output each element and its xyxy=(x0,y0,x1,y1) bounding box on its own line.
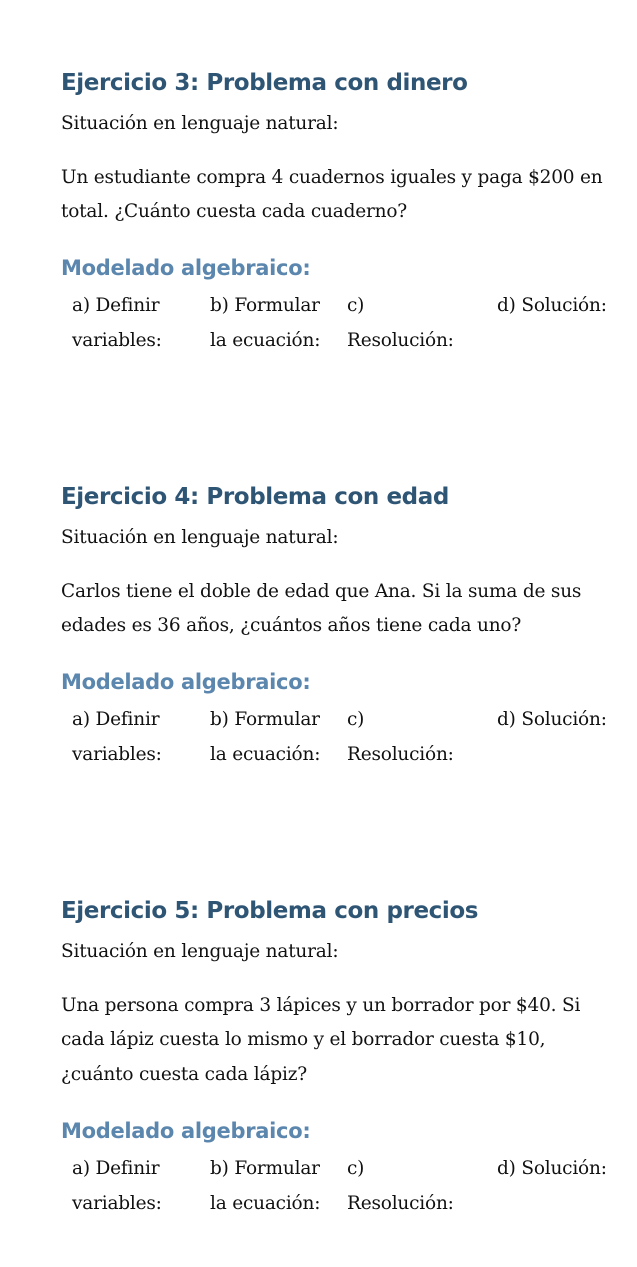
exercise-3 xyxy=(0,0,637,414)
step-resolution xyxy=(347,294,454,364)
step-label-cont: variables: xyxy=(72,1193,162,1214)
step-resolution xyxy=(347,1157,454,1227)
model-title: Modelado algebraico: xyxy=(61,670,311,694)
step-label: d) Solución: xyxy=(497,1158,607,1179)
exercise-title: Ejercicio 3: Problema con dinero xyxy=(61,70,468,96)
step-label-cont xyxy=(497,329,607,364)
step-label-cont: Resolución: xyxy=(347,744,454,765)
step-label: c) xyxy=(347,1158,365,1179)
problem-text-line: Un estudiante compra 4 cuadernos iguales y paga $200 en xyxy=(61,167,603,188)
model-title: Modelado algebraico: xyxy=(61,1119,311,1143)
problem-text-line: total. ¿Cuánto cuesta cada cuaderno? xyxy=(61,201,408,222)
step-label: d) Solución: xyxy=(497,709,607,730)
step-formulate-equation xyxy=(210,294,320,364)
step-resolution xyxy=(347,708,454,778)
step-label: a) Definir xyxy=(72,709,160,730)
situation-label: Situación en lenguaje natural: xyxy=(61,113,339,134)
exercise-title: Ejercicio 4: Problema con edad xyxy=(61,484,449,510)
step-solution xyxy=(497,1157,607,1227)
step-label: d) Solución: xyxy=(497,295,607,316)
step-define-variables xyxy=(72,708,162,778)
model-title: Modelado algebraico: xyxy=(61,256,311,280)
step-label-cont: variables: xyxy=(72,744,162,765)
step-label-cont xyxy=(497,743,607,778)
situation-label: Situación en lenguaje natural: xyxy=(61,941,339,962)
exercise-4 xyxy=(0,414,637,828)
problem-text-line: edades es 36 años, ¿cuántos años tiene cada uno? xyxy=(61,615,522,636)
step-label-cont: la ecuación: xyxy=(210,744,321,765)
step-define-variables xyxy=(72,294,162,364)
step-label-cont xyxy=(497,1192,607,1227)
problem-text-line: cada lápiz cuesta lo mismo y el borrador cuesta $10, xyxy=(61,1029,546,1050)
step-solution xyxy=(497,294,607,364)
exercise-title: Ejercicio 5: Problema con precios xyxy=(61,898,479,924)
step-label-cont: la ecuación: xyxy=(210,330,321,351)
step-label: b) Formular xyxy=(210,1158,320,1179)
step-label: b) Formular xyxy=(210,295,320,316)
step-label: a) Definir xyxy=(72,1158,160,1179)
step-label: c) xyxy=(347,709,365,730)
step-label: b) Formular xyxy=(210,709,320,730)
step-formulate-equation xyxy=(210,708,320,778)
exercise-5 xyxy=(0,828,637,1267)
step-label-cont: Resolución: xyxy=(347,1193,454,1214)
step-label-cont: variables: xyxy=(72,330,162,351)
problem-text-line: Una persona compra 3 lápices y un borrador por $40. Si xyxy=(61,995,581,1016)
step-solution xyxy=(497,708,607,778)
step-label: c) xyxy=(347,295,365,316)
step-label-cont: la ecuación: xyxy=(210,1193,321,1214)
step-label: a) Definir xyxy=(72,295,160,316)
problem-text-line: Carlos tiene el doble de edad que Ana. Si la suma de sus xyxy=(61,581,582,602)
situation-label: Situación en lenguaje natural: xyxy=(61,527,339,548)
step-formulate-equation xyxy=(210,1157,320,1227)
problem-text-line: ¿cuánto cuesta cada lápiz? xyxy=(61,1064,307,1085)
step-define-variables xyxy=(72,1157,162,1227)
step-label-cont: Resolución: xyxy=(347,330,454,351)
